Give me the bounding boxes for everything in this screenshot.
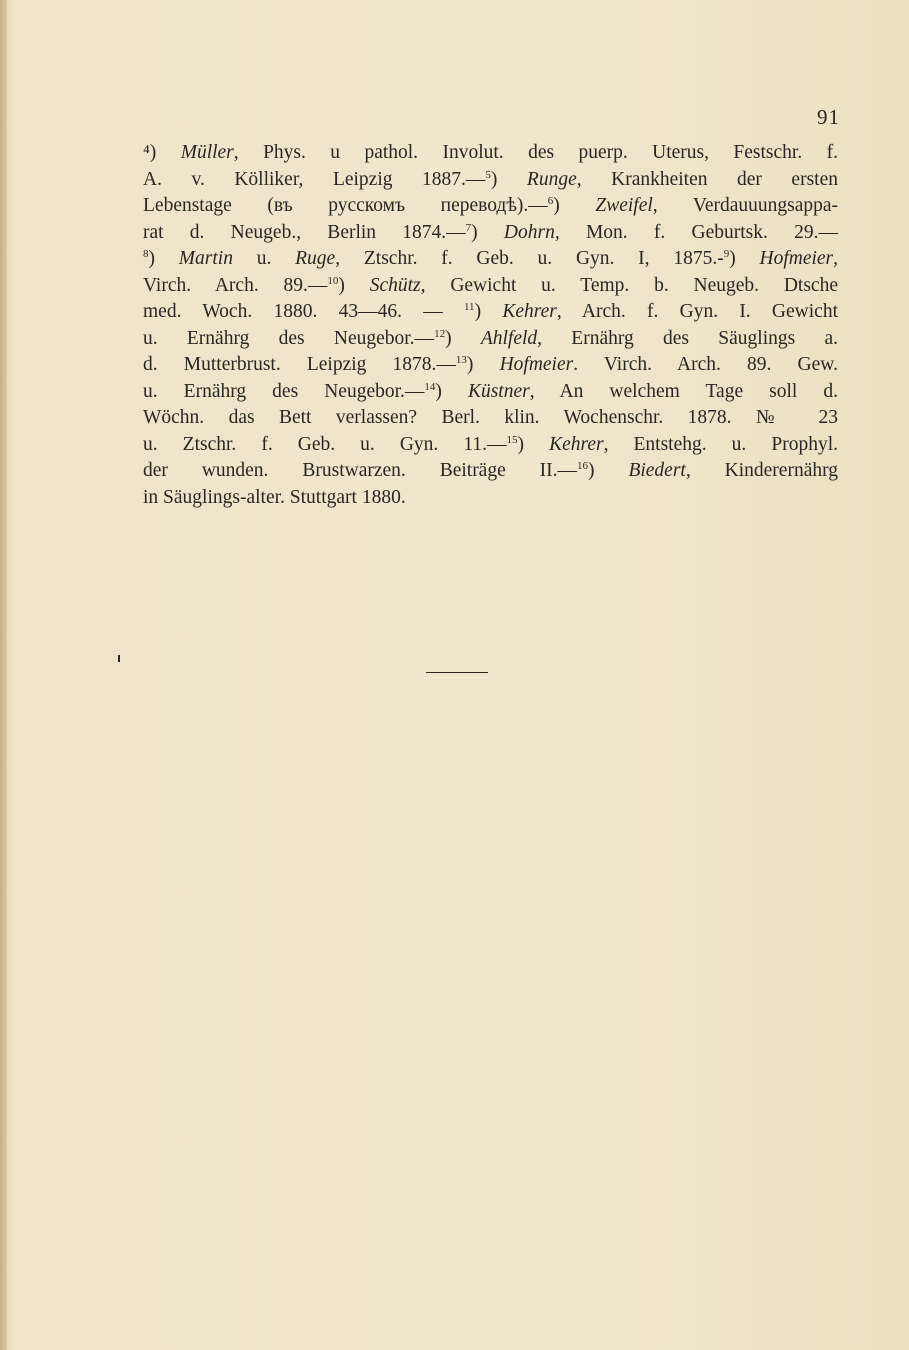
page-number: 91	[817, 105, 840, 129]
text-line	[143, 167, 838, 194]
author-name: Zweifel	[595, 195, 653, 216]
text-run: u. Ztschr. f. Geb. u. Gyn. 11.—	[143, 433, 507, 455]
footnote-number: 9	[723, 248, 730, 260]
text-line	[143, 273, 838, 300]
text-run: )	[729, 248, 760, 269]
text-run: )	[474, 301, 503, 322]
text-run: . Virch. Arch. 89. Gew.	[573, 354, 838, 375]
text-run: )	[445, 327, 481, 349]
text-run: u. Ernährg des Neugebor.—	[143, 380, 425, 402]
text-line	[143, 485, 838, 512]
text-run: )	[338, 274, 370, 296]
author-name: Müller	[180, 142, 234, 163]
author-name: Hofmeier	[759, 248, 834, 269]
author-name: Runge	[526, 168, 577, 190]
text-run: u. Ernährg des Neugebor.—	[143, 327, 435, 349]
author-name: Biedert	[628, 460, 686, 481]
text-line	[143, 432, 838, 459]
text-run: )	[517, 433, 550, 455]
print-speck	[118, 655, 120, 662]
author-name: Ahlfeld	[480, 327, 538, 349]
footnote-number: 14	[424, 380, 436, 393]
footnote-number: 15	[506, 433, 518, 446]
text-line	[143, 140, 838, 167]
text-run: , Kinderernährg	[685, 460, 838, 481]
text-line	[143, 193, 838, 220]
text-run: Lebenstage (въ русскомъ переводѣ).—	[143, 195, 548, 216]
footnote-number: 5	[485, 168, 491, 181]
text-run: A. v. Kölliker, Leipzig 1887.—	[143, 168, 486, 190]
text-run: , Krankheiten der ersten	[576, 168, 838, 190]
footnote-number: 11	[463, 301, 475, 313]
author-name: Kehrer	[502, 301, 557, 322]
text-run: , Arch. f. Gyn. I. Gewicht	[556, 301, 838, 322]
text-run: , An welchem Tage soll d.	[529, 380, 838, 402]
author-name: Kehrer	[549, 433, 604, 455]
author-name: Martin	[178, 248, 233, 269]
text-run: , Verdauuungsappa-	[652, 195, 839, 216]
text-run: )	[490, 168, 527, 190]
author-name: Küstner	[467, 380, 530, 402]
footnote-number: 12	[434, 327, 446, 340]
footnote-number: 16	[577, 460, 589, 472]
references-text-block	[143, 140, 838, 511]
text-run: in Säuglings-alter. Stuttgart 1880.	[143, 486, 406, 508]
text-run: )	[466, 354, 500, 375]
text-line	[143, 299, 838, 326]
text-run: )	[435, 380, 468, 402]
footnote-number: 7	[465, 221, 472, 234]
footnote-number: 6	[547, 195, 554, 207]
text-run: Gewicht u. Temp. b. Neugeb. Dtsche	[425, 274, 838, 296]
text-line	[143, 220, 838, 247]
text-run: der wunden. Brustwarzen. Beiträge II.—	[143, 460, 578, 481]
text-run: )	[471, 221, 504, 243]
text-run: ⁴)	[143, 142, 181, 163]
author-name: Schütz,	[369, 274, 426, 296]
footnote-number: 10	[327, 274, 339, 287]
text-run: , Ernährg des Säuglings a.	[537, 327, 838, 349]
text-run: d. Mutterbrust. Leipzig 1878.—	[143, 354, 456, 375]
text-line	[143, 458, 838, 485]
text-run: med. Woch. 1880. 43—46. —	[143, 301, 464, 322]
text-line	[143, 405, 838, 432]
page-binding-edge	[0, 0, 7, 1350]
author-name: Dohrn,	[503, 221, 560, 243]
footnote-number: 8	[143, 248, 149, 260]
text-run: Wöchn. das Bett verlassen? Berl. klin. Wochenschr. 1878. № 23	[143, 407, 838, 428]
text-run: )	[588, 460, 629, 481]
text-line	[143, 352, 838, 379]
text-run: u.	[232, 248, 296, 269]
text-run: , Entstehg. u. Prophyl.	[603, 433, 838, 455]
text-run: Virch. Arch. 89.—	[143, 274, 328, 296]
author-name: Ruge,	[295, 248, 341, 269]
text-run: )	[148, 248, 179, 269]
text-run: Mon. f. Geburtsk. 29.—	[559, 221, 839, 243]
text-line	[143, 246, 838, 273]
text-run: rat d. Neugeb., Berlin 1874.—	[143, 221, 466, 243]
author-name: Hofmeier	[499, 354, 574, 375]
text-run: Ztschr. f. Geb. u. Gyn. I, 1875.-	[340, 248, 724, 269]
text-run: )	[553, 195, 596, 216]
footnote-number: 13	[455, 354, 467, 366]
text-line	[143, 379, 838, 406]
end-rule-divider	[426, 672, 488, 673]
text-line	[143, 326, 838, 353]
text-run: ,	[833, 248, 839, 269]
text-run: , Phys. u pathol. Involut. des puerp. Uterus, Festschr. f.	[233, 142, 838, 163]
